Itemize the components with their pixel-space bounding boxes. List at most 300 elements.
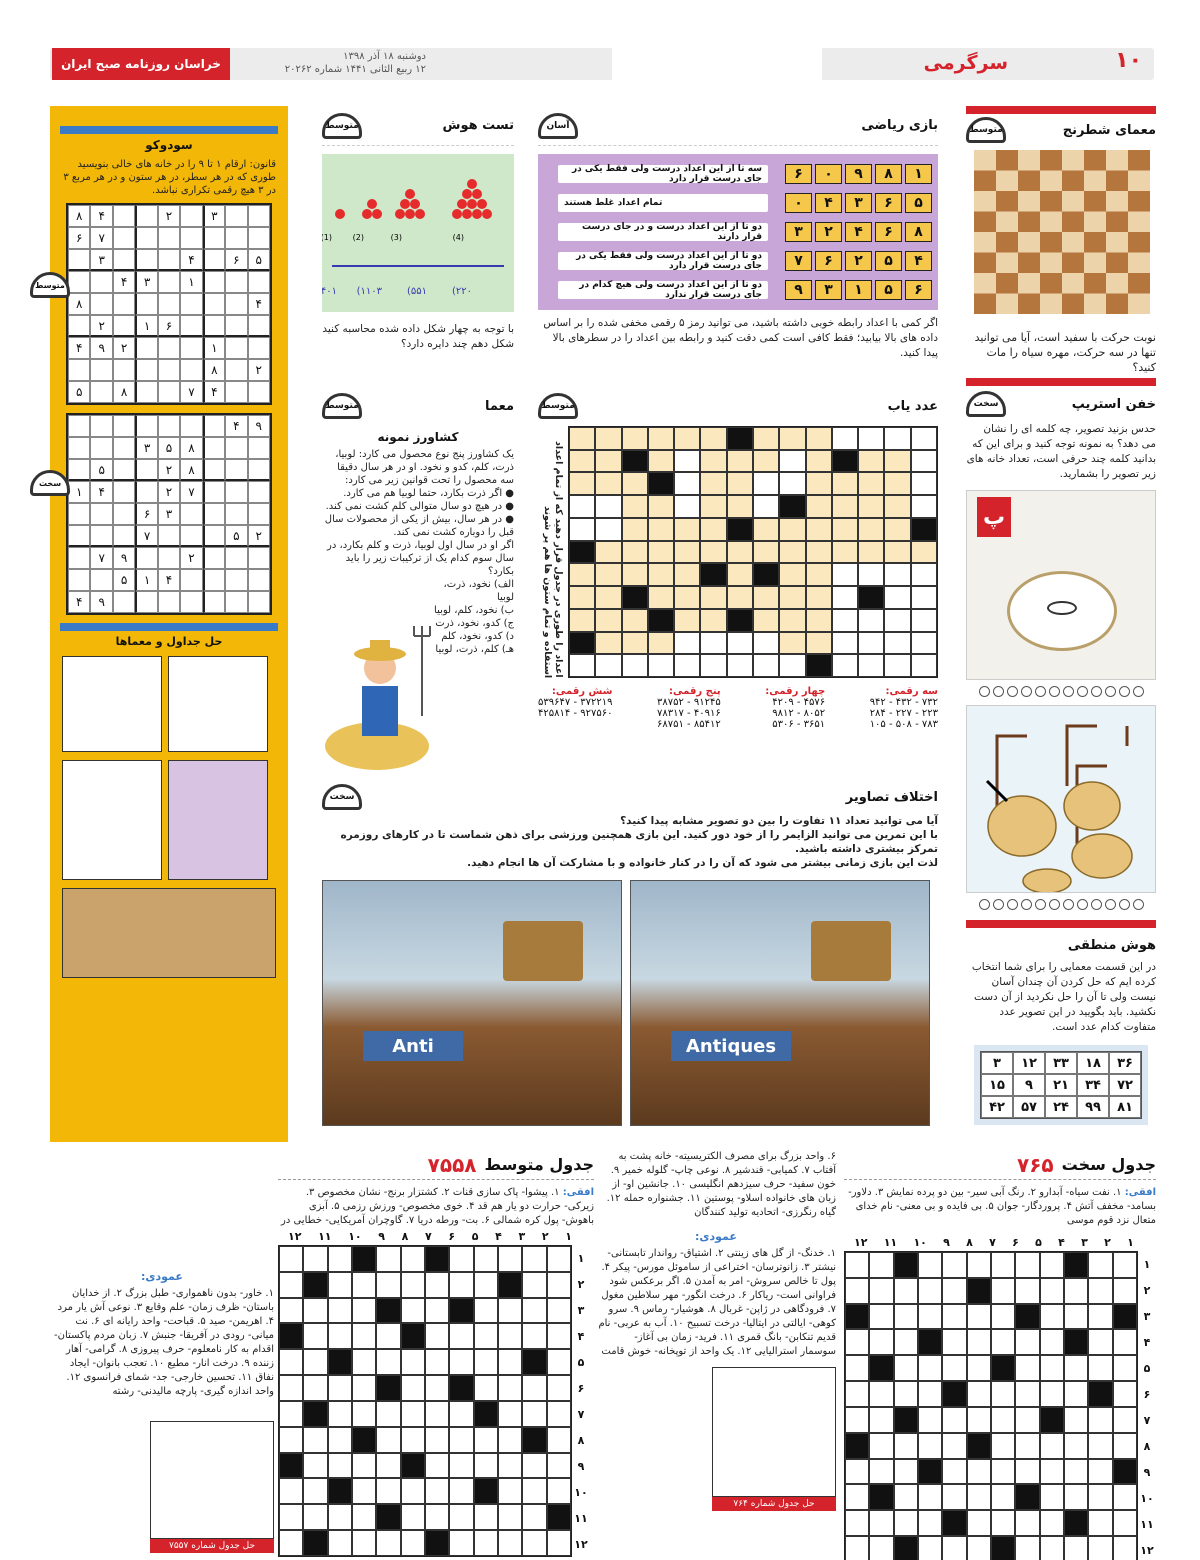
numfind-cell xyxy=(832,472,858,495)
math-digit: ۶ xyxy=(815,251,842,271)
crossword-cell xyxy=(1015,1433,1039,1459)
numfind-cell xyxy=(832,541,858,564)
cross-mid-grid xyxy=(278,1245,572,1557)
sudoku-cell xyxy=(203,227,225,249)
crossword-cell xyxy=(352,1453,376,1479)
crossword-cell xyxy=(328,1323,352,1349)
iq-label: (3) xyxy=(390,233,402,242)
crossword-cell xyxy=(328,1375,352,1401)
logic-title: هوش منطقی xyxy=(1067,937,1156,953)
numfind-cell xyxy=(648,518,674,541)
crossword-cell xyxy=(1040,1381,1064,1407)
column-number: ۶ xyxy=(448,1230,456,1243)
riddle-option: ب) نخود، کلم، لوبیا xyxy=(434,605,514,616)
chess-square xyxy=(974,253,996,274)
sudoku-cell: ۵ xyxy=(225,525,247,547)
numfind-cell xyxy=(779,427,805,450)
chess-square xyxy=(1040,294,1062,315)
sudoku-cell: ۵ xyxy=(90,459,112,481)
iq-dot xyxy=(395,209,405,219)
numfind-cell xyxy=(648,586,674,609)
crossword-cell xyxy=(1040,1355,1064,1381)
clock-icon xyxy=(811,921,891,981)
crossword-cell xyxy=(449,1246,473,1272)
numfind-group xyxy=(765,686,825,730)
crossword-cell xyxy=(401,1401,425,1427)
numfind-cell xyxy=(700,495,726,518)
sudoku-rule: قانون: ارقام ۱ تا ۹ را در خانه های خالی بنویسید طوری که در هر سطر، در هر ستون و در هر مربع ۳ در ۳ هیچ رقمی تکراری نباشد. xyxy=(63,159,276,196)
chess-square xyxy=(1040,232,1062,253)
sudoku-cell xyxy=(225,437,247,459)
numfind-cell xyxy=(648,654,674,677)
sudoku-cell xyxy=(90,359,112,381)
crossword-cell xyxy=(449,1272,473,1298)
numfind-cell xyxy=(595,563,621,586)
crossword-cell xyxy=(918,1407,942,1433)
logic-cell: ۱۸ xyxy=(1077,1052,1109,1074)
sudoku-cell: ۳ xyxy=(158,503,180,525)
math-digit: ۷ xyxy=(785,251,812,271)
logic-box xyxy=(966,930,1156,1125)
sudoku-cell xyxy=(68,315,90,337)
diff-box xyxy=(322,780,938,1130)
crossword-cell xyxy=(894,1536,918,1560)
crossword-cell xyxy=(1064,1252,1088,1278)
numfind-cell xyxy=(753,586,779,609)
numfind-cell xyxy=(727,427,753,450)
iq-dot xyxy=(405,209,415,219)
iq-dot xyxy=(405,189,415,199)
crossword-cell xyxy=(1064,1407,1088,1433)
crossword-cell xyxy=(352,1375,376,1401)
crossword-cell xyxy=(1040,1407,1064,1433)
chess-square xyxy=(1018,273,1040,294)
cross-hard-answer-caption: حل جدول شماره ۷۶۴ xyxy=(712,1497,836,1511)
numfind-cell xyxy=(595,541,621,564)
numfind-cell xyxy=(622,563,648,586)
sudoku-cell xyxy=(203,315,225,337)
numfind-cell xyxy=(884,450,910,473)
crossword-cell xyxy=(352,1323,376,1349)
sudoku-cell xyxy=(113,437,135,459)
numfind-cell xyxy=(779,654,805,677)
crossword-cell xyxy=(547,1427,571,1453)
crossword-cell xyxy=(352,1478,376,1504)
row-number: ۹ xyxy=(1143,1465,1151,1479)
numfind-cell xyxy=(700,586,726,609)
crossword-cell xyxy=(303,1375,327,1401)
chess-square xyxy=(996,212,1018,233)
sudoku-cell: ۴ xyxy=(113,271,135,293)
crossword-cell xyxy=(303,1298,327,1324)
crossword-cell xyxy=(1040,1329,1064,1355)
crossword-cell xyxy=(401,1298,425,1324)
cross-mid-across: ۱. پیشوا- پاک سازی قنات ۲. کشتزار برنج- نشان مخصوص ۳. زیرکی- حرارت دو یار هم قد ۴. خوی مخصوص- ورزش رزمی ۵. آبزی باهوش- پول کره شمالی ۶. بت- ورطه دریا ۷. گاوچران آمریکایی- خطایی در xyxy=(281,1187,594,1226)
sudoku-cell xyxy=(113,293,135,315)
numfind-cell xyxy=(911,632,937,655)
sudoku-cell xyxy=(225,459,247,481)
chess-square xyxy=(1084,150,1106,171)
crossword-cell xyxy=(352,1530,376,1556)
numfind-cell xyxy=(911,563,937,586)
numfind-cell xyxy=(648,472,674,495)
crossword-cell xyxy=(894,1355,918,1381)
chess-square xyxy=(1062,191,1084,212)
header-gap xyxy=(612,48,822,80)
sudoku-cell: ۴ xyxy=(90,205,112,227)
crossword-cell xyxy=(1064,1278,1088,1304)
iq-dot xyxy=(335,209,345,219)
crossword-cell xyxy=(1015,1484,1039,1510)
sudoku-cell: ۵ xyxy=(248,249,270,271)
crossword-cell xyxy=(279,1272,303,1298)
crossword-cell xyxy=(845,1459,869,1485)
crossword-cell xyxy=(547,1323,571,1349)
crossword-cell xyxy=(376,1504,400,1530)
row-number: ۱۰ xyxy=(574,1485,588,1499)
crossword-cell xyxy=(498,1323,522,1349)
numfind-cell xyxy=(806,427,832,450)
numfind-group-title: سه رقمی: xyxy=(885,686,938,697)
sudoku-cell xyxy=(135,359,157,381)
crossword-cell xyxy=(474,1453,498,1479)
sudoku-cell xyxy=(248,459,270,481)
crossword-cell xyxy=(449,1375,473,1401)
sudoku-cell xyxy=(225,547,247,569)
sudoku-cell: ۶ xyxy=(135,503,157,525)
math-digit: ۲ xyxy=(815,222,842,242)
crossword-cell xyxy=(449,1478,473,1504)
numfind-group-title: چهار رقمی: xyxy=(765,686,826,697)
crossword-cell xyxy=(894,1433,918,1459)
chess-square xyxy=(1128,150,1150,171)
row-number: ۳ xyxy=(1143,1309,1151,1323)
crossword-cell xyxy=(918,1484,942,1510)
numfind-cell xyxy=(779,450,805,473)
crossword-cell xyxy=(991,1510,1015,1536)
chess-square xyxy=(1084,212,1106,233)
numfind-grid xyxy=(568,426,938,678)
sudoku-cell: ۳ xyxy=(135,437,157,459)
sudoku-column xyxy=(50,106,288,1142)
crossword-cell xyxy=(449,1323,473,1349)
numfind-cell xyxy=(674,541,700,564)
sudoku-cell: ۲ xyxy=(90,315,112,337)
chess-square xyxy=(1106,232,1128,253)
crossword-cell xyxy=(845,1278,869,1304)
logic-header xyxy=(966,930,1156,960)
crossword-cell xyxy=(425,1375,449,1401)
sudoku-cell xyxy=(90,381,112,403)
crossword-cell xyxy=(352,1349,376,1375)
logic-cell: ۲۱ xyxy=(1045,1074,1077,1096)
crossword-cell xyxy=(1113,1459,1137,1485)
ghost-topbar xyxy=(966,378,1156,386)
iq-dot xyxy=(482,209,492,219)
sudoku-cell xyxy=(113,205,135,227)
sudoku-cell xyxy=(113,249,135,271)
crossword-cell xyxy=(942,1459,966,1485)
sudoku-cell: ۳ xyxy=(90,249,112,271)
crossword-cell xyxy=(376,1323,400,1349)
crossword-cell xyxy=(279,1504,303,1530)
crossword-cell xyxy=(894,1329,918,1355)
chess-square xyxy=(1128,212,1150,233)
iq-answer: ۴۰۱ xyxy=(322,286,337,297)
crossword-cell xyxy=(869,1459,893,1485)
sudoku-cell xyxy=(158,293,180,315)
math-digit: ۳ xyxy=(815,280,842,300)
sudoku-grid-2 xyxy=(66,413,272,615)
row-number: ۲ xyxy=(577,1277,585,1291)
numfind-cell xyxy=(753,450,779,473)
answers-title: حل جداول و معماها xyxy=(115,635,223,648)
sudoku-cell xyxy=(158,249,180,271)
numfind-cell xyxy=(753,563,779,586)
crossword-cell xyxy=(869,1407,893,1433)
sudoku-cell xyxy=(135,481,157,503)
numfind-side-text: اعداد را طوری در جدول قرار دهید که از تمام اعداد استفاده و تمام ستون ها هم پر شوند xyxy=(542,441,564,678)
math-digit: ۸ xyxy=(875,164,902,184)
math-hint: دو تا از این اعداد درست ولی هیچ کدام در جای درست قرار ندارد xyxy=(558,281,768,299)
numfind-cell xyxy=(674,495,700,518)
sudoku-cell xyxy=(203,459,225,481)
numfind-cell xyxy=(727,541,753,564)
sudoku-cell xyxy=(135,415,157,437)
crossword-cell xyxy=(474,1530,498,1556)
cross-hard-grid xyxy=(844,1251,1138,1560)
numfind-cell xyxy=(727,586,753,609)
sudoku-cell xyxy=(203,437,225,459)
sudoku-cell xyxy=(225,293,247,315)
sudoku-cell xyxy=(180,569,202,591)
sudoku-cell: ۴ xyxy=(158,569,180,591)
column-number: ۱ xyxy=(1127,1236,1134,1249)
numfind-cell xyxy=(569,450,595,473)
crossword-cell xyxy=(1015,1510,1039,1536)
cross-hard-down-label: عمودی: xyxy=(695,1230,737,1243)
numfind-cell xyxy=(595,632,621,655)
numfind-cell xyxy=(753,632,779,655)
numfind-cell xyxy=(569,427,595,450)
math-digit: ۵ xyxy=(875,280,902,300)
logic-cell: ۴۲ xyxy=(981,1096,1013,1118)
column-number: ۱ xyxy=(565,1230,572,1243)
crossword-cell xyxy=(522,1298,546,1324)
sudoku-cell: ۹ xyxy=(113,547,135,569)
crossword-cell xyxy=(942,1304,966,1330)
row-number: ۱ xyxy=(1143,1257,1151,1271)
iq-dot xyxy=(372,209,382,219)
numfind-cell xyxy=(727,563,753,586)
iq-dot xyxy=(467,199,477,209)
answer-diff-image xyxy=(62,888,276,978)
numfind-cell xyxy=(700,632,726,655)
sudoku-cell xyxy=(203,547,225,569)
numfind-cell xyxy=(569,541,595,564)
crossword-cell xyxy=(845,1407,869,1433)
crossword-cell xyxy=(328,1453,352,1479)
sudoku-cell: ۲ xyxy=(248,359,270,381)
numfind-cell xyxy=(622,495,648,518)
numfind-cell xyxy=(753,654,779,677)
numfind-cell xyxy=(779,563,805,586)
sudoku-cell xyxy=(90,271,112,293)
column-number: ۲ xyxy=(541,1230,549,1243)
sudoku-cell: ۸ xyxy=(113,381,135,403)
crossword-cell xyxy=(869,1304,893,1330)
crossword-cell xyxy=(328,1349,352,1375)
sudoku-cell xyxy=(248,271,270,293)
math-text: اگر کمی با اعداد رابطه خوبی داشته باشید، می توانید رمز ۵ رقمی مخفی شده را بر اساس داده های بالا بیابید؛ فقط کافی است کمی دقت کنید و رابطه بین اعداد را در سطرهای بالا پیدا کنید. xyxy=(543,317,938,359)
crossword-cell xyxy=(918,1355,942,1381)
crossword-cell xyxy=(894,1484,918,1510)
crossword-cell xyxy=(1015,1278,1039,1304)
sudoku-cell: ۴ xyxy=(248,293,270,315)
sudoku-cell xyxy=(158,359,180,381)
crossword-cell xyxy=(1113,1510,1137,1536)
logic-cell: ۱۲ xyxy=(1013,1052,1045,1074)
column-number: ۳ xyxy=(518,1230,526,1243)
numfind-cell xyxy=(753,495,779,518)
column-number: ۴ xyxy=(1058,1236,1065,1249)
iq-level-gauge xyxy=(322,113,362,139)
crossword-cell xyxy=(942,1252,966,1278)
crossword-cell xyxy=(449,1401,473,1427)
sudoku-cell xyxy=(225,481,247,503)
crossword-cell xyxy=(279,1323,303,1349)
sudoku-cell: ۱ xyxy=(135,569,157,591)
crossword-cell xyxy=(942,1510,966,1536)
chess-square xyxy=(1062,232,1084,253)
crossword-cell xyxy=(498,1504,522,1530)
crossword-cell xyxy=(845,1355,869,1381)
crossword-cell xyxy=(845,1329,869,1355)
iq-level: متوسط xyxy=(325,120,359,131)
crossword-cell xyxy=(425,1453,449,1479)
riddle-level-gauge xyxy=(322,393,362,419)
numfind-cell xyxy=(911,518,937,541)
crossword-cell xyxy=(991,1484,1015,1510)
crossword-cell xyxy=(522,1504,546,1530)
sudoku-cell: ۲ xyxy=(248,525,270,547)
crossword-cell xyxy=(425,1530,449,1556)
crossword-cell xyxy=(352,1246,376,1272)
riddle-level: متوسط xyxy=(325,401,359,411)
sudoku-cell xyxy=(135,591,157,613)
crossword-cell xyxy=(522,1349,546,1375)
sudoku-cell xyxy=(248,315,270,337)
crossword-cell xyxy=(894,1252,918,1278)
chess-square xyxy=(1128,232,1150,253)
crossword-cell xyxy=(425,1427,449,1453)
crossword-cell xyxy=(352,1272,376,1298)
numfind-cell xyxy=(674,563,700,586)
math-row xyxy=(544,164,932,184)
sudoku-cell xyxy=(225,315,247,337)
crossword-cell xyxy=(425,1504,449,1530)
chess-square xyxy=(1106,171,1128,192)
iq-dot xyxy=(462,189,472,199)
sudoku-cell: ۲ xyxy=(113,337,135,359)
sudoku-cell xyxy=(135,547,157,569)
sudoku-cell: ۶ xyxy=(68,227,90,249)
chess-square xyxy=(1084,273,1106,294)
logic-grid xyxy=(980,1051,1142,1119)
crossword-cell xyxy=(1113,1536,1137,1560)
answer-crossword-1 xyxy=(62,656,162,752)
crossword-cell xyxy=(1040,1459,1064,1485)
crossword-cell xyxy=(303,1323,327,1349)
sudoku-cell xyxy=(180,415,202,437)
row-number: ۱۰ xyxy=(1140,1491,1154,1505)
chess-square xyxy=(1106,294,1128,315)
crossword-cell xyxy=(279,1375,303,1401)
numfind-item: ۳۶۵۱ - ۵۳۰۶ xyxy=(772,719,826,730)
crossword-cell xyxy=(303,1272,327,1298)
numfind-cell xyxy=(700,609,726,632)
chess-square xyxy=(1084,171,1106,192)
row-number: ۶ xyxy=(1143,1387,1151,1401)
iq-dot xyxy=(477,199,487,209)
diff-level: سخت xyxy=(329,792,355,802)
sudoku-cell: ۱ xyxy=(180,271,202,293)
math-title: بازی ریاضی xyxy=(861,118,938,133)
sudoku-cell xyxy=(68,503,90,525)
column-number: ۵ xyxy=(471,1230,479,1243)
sudoku-cell xyxy=(225,591,247,613)
chess-square xyxy=(1106,212,1128,233)
cross-mid-down: ۱. خاور- بدون ناهمواری- طبل بزرگ ۲. از خدایان باستان- ظرف زمان- علم وقایع ۳. نوعی آش یار مرد ۴. اهریمن- صید ۵. قباحت- واحد رایانه ای ۶. نت میانی- رودی در آفریقا- جنبش ۷. زبان مردم پاکستان- اقدام به کار نامعلوم- حرف پیروزی ۸. گرامی- آهار زننده ۹. درخت انار- مطیع ۱۰. تعجب بانوان- ایجاد نفاق ۱۱. تحسین خارجی- جد- شمای فرانسوی ۱۲. واحد اندازه گیری- پارچه مالیدنی- رشته xyxy=(54,1288,274,1397)
numfind-cell xyxy=(727,654,753,677)
crossword-cell xyxy=(967,1433,991,1459)
crossword-cell xyxy=(498,1375,522,1401)
sudoku-cell xyxy=(203,591,225,613)
numfind-cell xyxy=(911,654,937,677)
logic-cell: ۹۹ xyxy=(1077,1096,1109,1118)
row-number: ۴ xyxy=(1143,1335,1151,1349)
crossword-cell xyxy=(991,1433,1015,1459)
crossword-cell xyxy=(449,1298,473,1324)
numfind-cell xyxy=(911,586,937,609)
riddle-option: هـ) کلم، ذرت، لوبیا xyxy=(435,644,514,655)
numfind-cell xyxy=(884,495,910,518)
sudoku-cell xyxy=(68,525,90,547)
chess-square xyxy=(1062,294,1084,315)
math-row xyxy=(544,280,932,300)
crossword-cell xyxy=(1064,1536,1088,1560)
sudoku-cell: ۷ xyxy=(135,525,157,547)
crossword-cell xyxy=(869,1329,893,1355)
numfind-cell xyxy=(911,541,937,564)
crossword-cell xyxy=(303,1453,327,1479)
ghost-box xyxy=(966,386,1156,910)
numfind-level-gauge xyxy=(538,393,578,419)
crossword-cell xyxy=(1015,1329,1039,1355)
crossword-cell xyxy=(474,1478,498,1504)
crossword-cell xyxy=(991,1278,1015,1304)
sudoku-cell: ۷ xyxy=(180,481,202,503)
math-digit: ۱ xyxy=(845,280,872,300)
sudoku-level-2: سخت xyxy=(38,478,62,488)
sudoku-cell xyxy=(135,249,157,271)
crossword-cell xyxy=(967,1459,991,1485)
diff-image-right xyxy=(630,880,930,1126)
numfind-cell xyxy=(674,632,700,655)
sudoku-cell xyxy=(203,415,225,437)
chess-square xyxy=(1084,294,1106,315)
numfind-cell xyxy=(858,563,884,586)
